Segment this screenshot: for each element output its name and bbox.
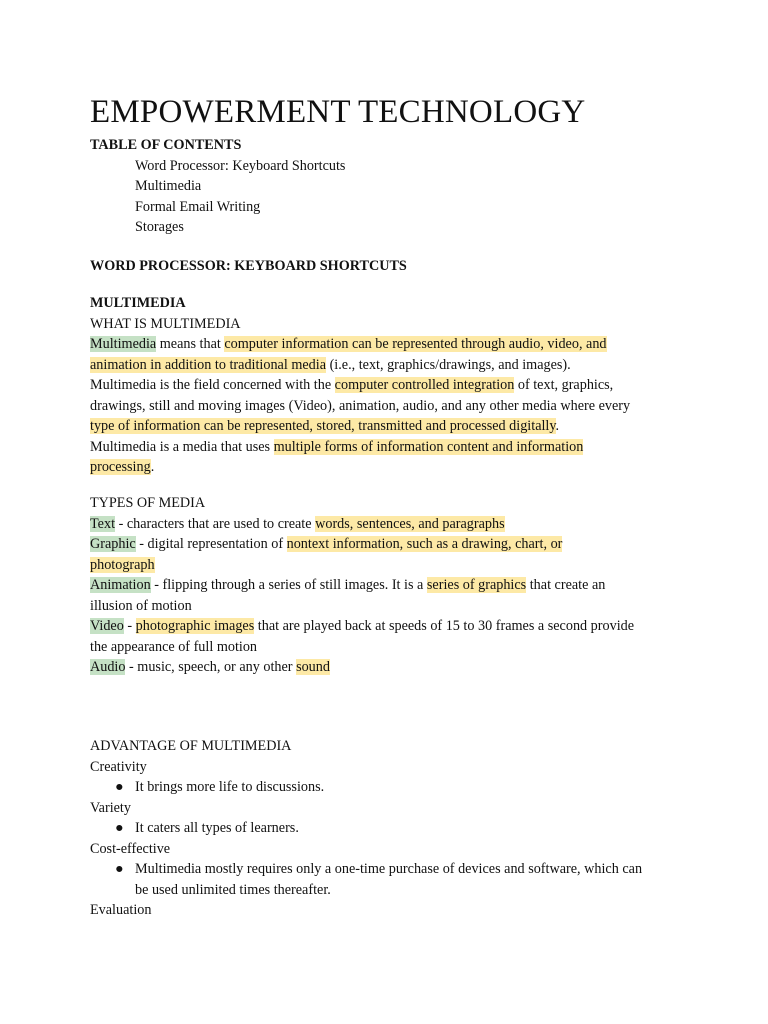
highlighted-text: type of information can be represented, stored, transmitted and processed digitally [90,418,556,434]
highlighted-text: series of graphics [426,577,527,593]
body-text: . [150,459,155,475]
highlighted-text: photographic images [135,618,255,634]
highlighted-text: multiple forms of information content and information [273,438,584,455]
highlighted-text: sound [296,659,330,675]
body-text: Multimedia is the field concerned with the [90,377,335,393]
bullet-text: Multimedia mostly requires only a one-time purchase of devices and software, which can [135,861,643,877]
advantages-heading: ADVANTAGE OF MULTIMEDIA [90,738,292,754]
types-of-media-heading: TYPES OF MEDIA [90,495,206,511]
toc-heading: TABLE OF CONTENTS [90,137,242,153]
what-is-multimedia-heading: WHAT IS MULTIMEDIA [90,315,241,332]
table-of-contents [90,135,690,238]
bullet-icon: ● [115,779,124,795]
body-text: - characters that are used to create [115,515,316,532]
types-of-media-section [90,493,690,678]
bullet-item [90,818,690,839]
highlighted-term: Graphic [90,536,136,552]
paragraph-line [90,457,690,478]
highlighted-text: animation in addition to traditional media [90,356,327,373]
body-text: - digital representation of [135,536,287,552]
bullet-item [90,859,690,880]
highlighted-text: words, sentences, and paragraphs [315,515,505,532]
body-text: - [123,618,136,634]
multimedia-heading: MULTIMEDIA [90,295,186,311]
body-text: means that [156,336,225,352]
paragraph-line [90,334,690,355]
toc-item-formal-email[interactable]: Formal Email Writing [135,198,261,215]
word-processor-heading: WORD PROCESSOR: KEYBOARD SHORTCUTS [90,258,407,274]
paragraph-line [90,355,690,376]
advantage-label-evaluation: Evaluation [90,902,152,918]
paragraph-line [90,437,690,458]
paragraph-line: illusion of motion [90,597,192,614]
bullet-icon: ● [115,820,124,836]
highlighted-text: computer information can be represented through audio, video, and [224,336,607,352]
body-text: of text, graphics, [514,377,614,393]
media-type-text [90,514,690,535]
toc-item-word-processor[interactable]: Word Processor: Keyboard Shortcuts [135,157,346,174]
highlighted-text: computer controlled integration [334,377,515,393]
media-type-animation [90,575,690,596]
advantage-label-variety: Variety [90,799,131,816]
toc-item-storages[interactable]: Storages [135,219,184,235]
highlighted-term: Text [90,515,116,532]
bullet-continuation: be used unlimited times thereafter. [135,881,331,898]
paragraph-line: drawings, still and moving images (Video), animation, audio, and any other media where every [90,397,631,414]
advantage-label-creativity: Creativity [90,758,147,775]
body-text: that are played back at speeds of 15 to 30 frames a second provide [254,618,635,634]
body-text: - flipping through a series of still images. It is a [150,577,427,593]
highlighted-term: Video [90,618,124,634]
paragraph-line [90,416,690,437]
body-text: (i.e., text, graphics/drawings, and images). [326,356,571,373]
bullet-icon: ● [115,861,124,877]
highlighted-text: photograph [90,556,155,573]
body-text: - music, speech, or any other [125,659,297,675]
highlighted-term: Multimedia [90,336,157,352]
body-text: that create an [526,577,606,593]
toc-item-multimedia[interactable]: Multimedia [135,178,202,194]
paragraph-line: the appearance of full motion [90,638,258,655]
paragraph-line [90,375,690,396]
advantages-section [90,736,690,921]
bullet-text: It caters all types of learners. [135,820,299,836]
media-type-graphic [90,534,690,555]
highlighted-text: nontext information, such as a drawing, chart, or [286,536,563,552]
highlighted-term: Audio [90,659,126,675]
body-text: Multimedia is a media that uses [90,438,274,455]
multimedia-section [90,293,690,478]
advantage-label-cost-effective: Cost-effective [90,840,171,857]
paragraph-line [90,555,690,576]
highlighted-text: processing [90,459,151,475]
highlighted-term: Animation [90,577,151,593]
body-text: . [555,418,560,434]
media-type-audio [90,657,690,678]
media-type-video [90,616,690,637]
bullet-text: It brings more life to discussions. [135,779,325,795]
bullet-item [90,777,690,798]
document-title: EMPOWERMENT TECHNOLOGY [90,94,586,130]
